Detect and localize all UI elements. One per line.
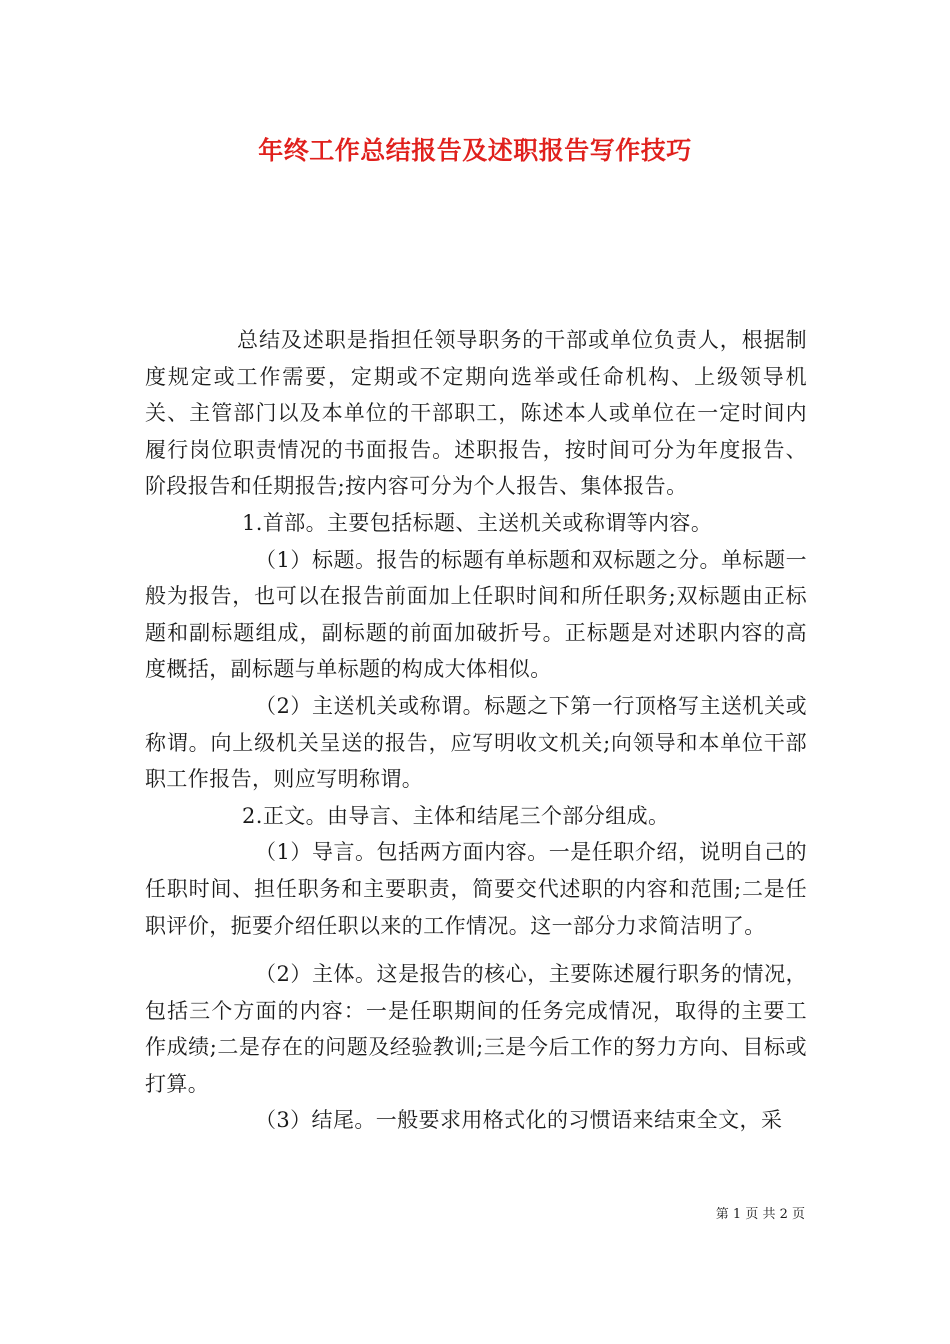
paragraph-1-recipient: （2）主送机关或称谓。标题之下第一行顶格写主送机关或称谓。向上级机关呈送的报告，应写明收文机关;向领导和本单位干部职工作报告，则应写明称谓。 [145,693,807,792]
paragraph-2-main: （2）主体。这是报告的核心，主要陈述履行职务的情况，包括三个方面的内容：一是任职期间的任务完成情况，取得的主要工作成绩;二是存在的问题及经验教训;三是今后工作的努力方向、目标或打算。 [145,962,807,1096]
paragraph-intro: 总结及述职是指担任领导职务的干部或单位负责人，根据制度规定或工作需要，定期或不定期向选举或任命机构、上级领导机关、主管部门以及本单位的干部职工，陈述本人或单位在一定时间内履行岗位职责情况的书面报告。述职报告，按时间可分为年度报告、阶段报告和任期报告;按内容可分为个人报告、集体报告。 [145,328,807,499]
page-number: 第 1 页 共 2 页 [715,1207,805,1222]
paragraph-section-2: 2.正文。由导言、主体和结尾三个部分组成。 [242,803,670,828]
paragraph-2-intro: （1）导言。包括两方面内容。一是任职介绍，说明自己的任职时间、担任职务和主要职责，简要交代述职的内容和范围;二是任职评价，扼要介绍任职以来的工作情况。这一部分力求简洁明了。 [145,840,807,938]
document-body [145,322,807,1139]
document-title: 年终工作总结报告及述职报告写作技巧 [258,136,692,165]
paragraph-1-title: （1）标题。报告的标题有单标题和双标题之分。单标题一般为报告，也可以在报告前面加上任职时间和所任职务;双标题由正标题和副标题组成，副标题的前面加破折号。正标题是对述职内容的高度概括，副标题与单标题的构成大体相似。 [145,547,807,682]
paragraph-section-1: 1.首部。主要包括标题、主送机关或称谓等内容。 [242,510,713,535]
paragraph-2-ending: （3）结尾。一般要求用格式化的习惯语来结束全文，采 [255,1108,783,1133]
